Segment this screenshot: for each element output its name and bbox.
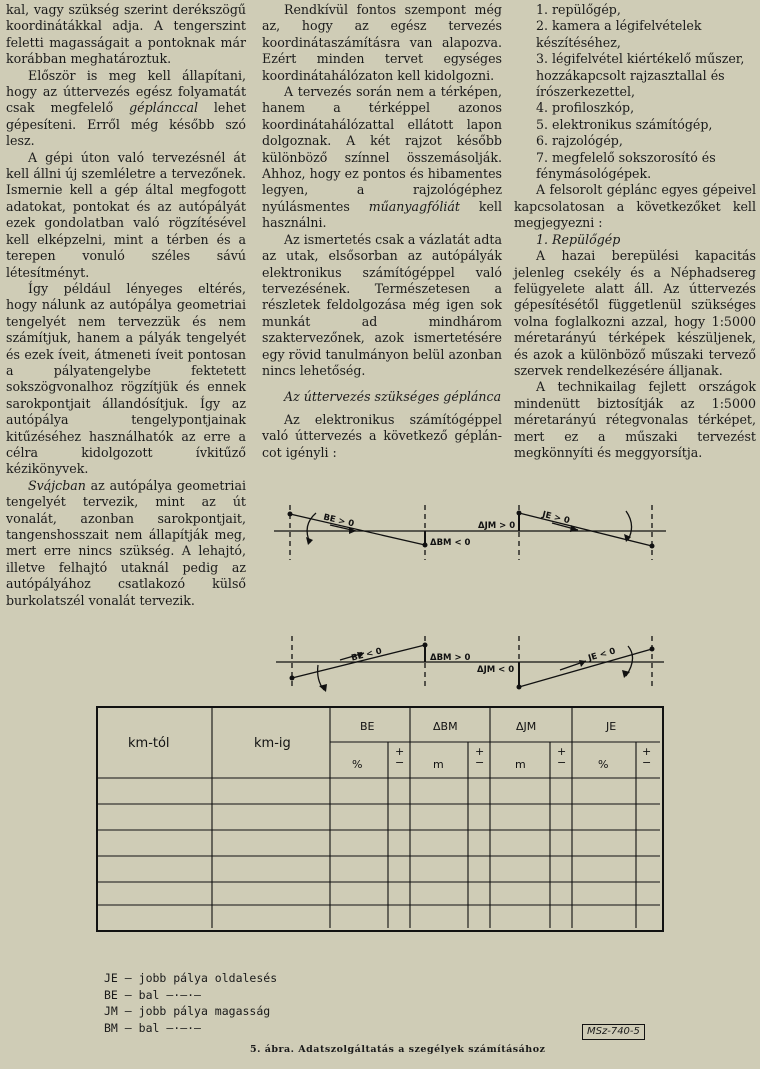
unit-label: %	[352, 758, 363, 771]
legend-item: BE – bal —·—·—	[104, 987, 201, 1002]
sign-label: + −	[557, 745, 567, 769]
standard-stamp: MSz-740-5	[582, 1024, 645, 1040]
sign-label: + −	[395, 745, 405, 769]
section-heading: 1. Repülőgép	[536, 231, 621, 247]
column-header-dbm: ΔBM	[433, 720, 458, 733]
list-item: 1. repülőgép,	[536, 2, 621, 17]
paragraph: Rendkívül fontos szempont még az, hogy az egész tervezés koordinátaszámításra van alapozva. Ezért minden tervet egységes koordinátahálózaton kell kidolgozni.	[262, 2, 502, 83]
je-label-bottom: JE < 0	[587, 646, 617, 664]
paragraph: A tervezés során nem a térképen, hanem a térképpel azonos koordinátahálózattal ellátott lapon dolgoznak. A két rajzot később különböző színnel összemásolják. Ahhoz, hogy ez pontos és hibamentes legyen, a rajzológéphez nyúlásmentes műanyagfóliát kell használni.	[262, 84, 502, 231]
column-header-djm: ΔJM	[516, 720, 537, 733]
be-label-top: BE > 0	[322, 512, 355, 530]
dbm-label-bottom: ΔBM > 0	[430, 653, 471, 663]
unit-label: %	[598, 758, 609, 771]
paragraph: Az ismertetés csak a vázlatát adta az utak, elsősorban az autópályák elektronikus számítógéppel való tervezésének. Természetesen a részletek feldolgozása még igen sok munkát ad mindhárom szaktervezőnek, azok ismertetésére egy rövid tanulmányon belül azonban nincs lehetőség.	[262, 231, 502, 378]
list-item: 5. elektronikus számítógép,	[536, 116, 713, 132]
column-header-je: JE	[606, 720, 617, 733]
legend	[104, 970, 277, 1036]
legend-item: BM – bal —·—·—	[104, 1020, 201, 1035]
list-item: 4. profiloszkóp,	[536, 100, 635, 116]
djm-label-bottom: ΔJM < 0	[477, 665, 515, 675]
data-table	[96, 706, 664, 932]
list-item: 3. légifelvétel kiértékelő műszer, hozzákapcsolt rajzasztallal és írószerkezettel,	[536, 51, 745, 100]
ditto-mark: —·—·—	[166, 1020, 201, 1035]
paragraph: A technikailag fejlett országok mindenütt biztosítják az 1:5000 méretarányú rétegvonalas térképet, mert ez a műszaki tervezést megkönnyíti és meggyorsítja.	[514, 379, 756, 460]
paragraph: A felsorolt géplánc egyes gépeivel kapcsolatosan a következőket kell megjegyezni :	[514, 182, 756, 231]
list-item: 6. rajzológép,	[536, 133, 623, 149]
djm-label-top: ΔJM > 0	[478, 521, 516, 531]
sign-label: + −	[642, 745, 652, 769]
paragraph: A gépi úton való tervezésnél át kell állni új szemléletre a tervezőnek. Ismernie kell a gép által megfogott adatokat, pontokat és az autópályát ezek gondolatban való rögzítésével kell elképzelni, mint a térben és a terepen vonuló széles sávú létesítményt.	[6, 149, 246, 280]
column-header-be: BE	[360, 720, 375, 733]
paragraph: kal, vagy szükség szerint derékszögű koordinátákkal adja. A tengerszint feletti magasságait a pontoknak már korábban meghatároztuk.	[6, 2, 246, 67]
paragraph: Az elektronikus számítógéppel való úttervezés a következő gépláncot igényli :	[262, 411, 502, 460]
sign-label: + −	[475, 745, 485, 769]
ditto-mark: —·—·—	[166, 987, 201, 1002]
legend-item: JM – jobb pálya magasság	[104, 1004, 271, 1018]
column-header-km-ig: km-ig	[254, 736, 291, 751]
paragraph: A hazai berepülési kapacitás jelenleg csekély és a Néphadsereg felügyelete alatt áll. Az úttervezés gépesítésétől függetlenül szükséges volna foglalkozni azzal, hogy 1:5000 méretarányú térképek készüljenek, és azok a különböző műszaki tervező szervek rendelkezésére álljanak.	[514, 248, 756, 378]
section-heading: Az úttervezés szükséges gépláncа	[284, 389, 502, 405]
unit-label: m	[433, 758, 444, 771]
je-label-top: JE > 0	[541, 509, 571, 527]
column-header-km-tol: km-tól	[128, 736, 170, 751]
be-label-bottom: BE < 0	[350, 646, 383, 664]
paragraph: Először is meg kell állapítani, hogy az úttervezés egész folyamatát csak megfelelő géplánccal lehet gépesíteni. Erről még később szó lesz.	[6, 67, 246, 149]
legend-item: JE – jobb pálya oldalesés	[104, 971, 278, 985]
paragraph: Így például lényeges eltérés, hogy nálunk az autópálya geometriai tengelyét nem tervezzük és nem számítjuk, hanem a pályák tengelyét és ezek íveit, átmeneti íveit pontosan a pályatengelybe fektetett sokszögvonalhoz rögzítjük és ennek sarokpontjait állandósítjuk. Így az autópálya tengelypontjainak kitűzéséhez használhatók az erre a célra kidolgozott ívkitűző kézikönyvek.	[6, 280, 246, 477]
dbm-label-top: ΔBM < 0	[430, 538, 471, 548]
figure-caption: 5. ábra. Adatszolgáltatás a szegélyek számításához	[250, 1044, 546, 1055]
list-item: 2. kamera a légifelvételek készítéséhez,	[536, 18, 702, 50]
unit-label: m	[515, 758, 526, 771]
paragraph: Svájcban az autópálya geometriai tengelyét tervezik, mint az út vonalát, azonban sarokpontjait, tangenshosszait nem állapítják meg, mert erre nincs szükség. A lehajtó, illetve felhajtó utaknál pedig az autópályához csatlakozó külső burkolatszél vonalát tervezik.	[6, 477, 246, 608]
list-item: 7. megfelelő sokszorosító és fénymásológépek.	[536, 149, 716, 182]
